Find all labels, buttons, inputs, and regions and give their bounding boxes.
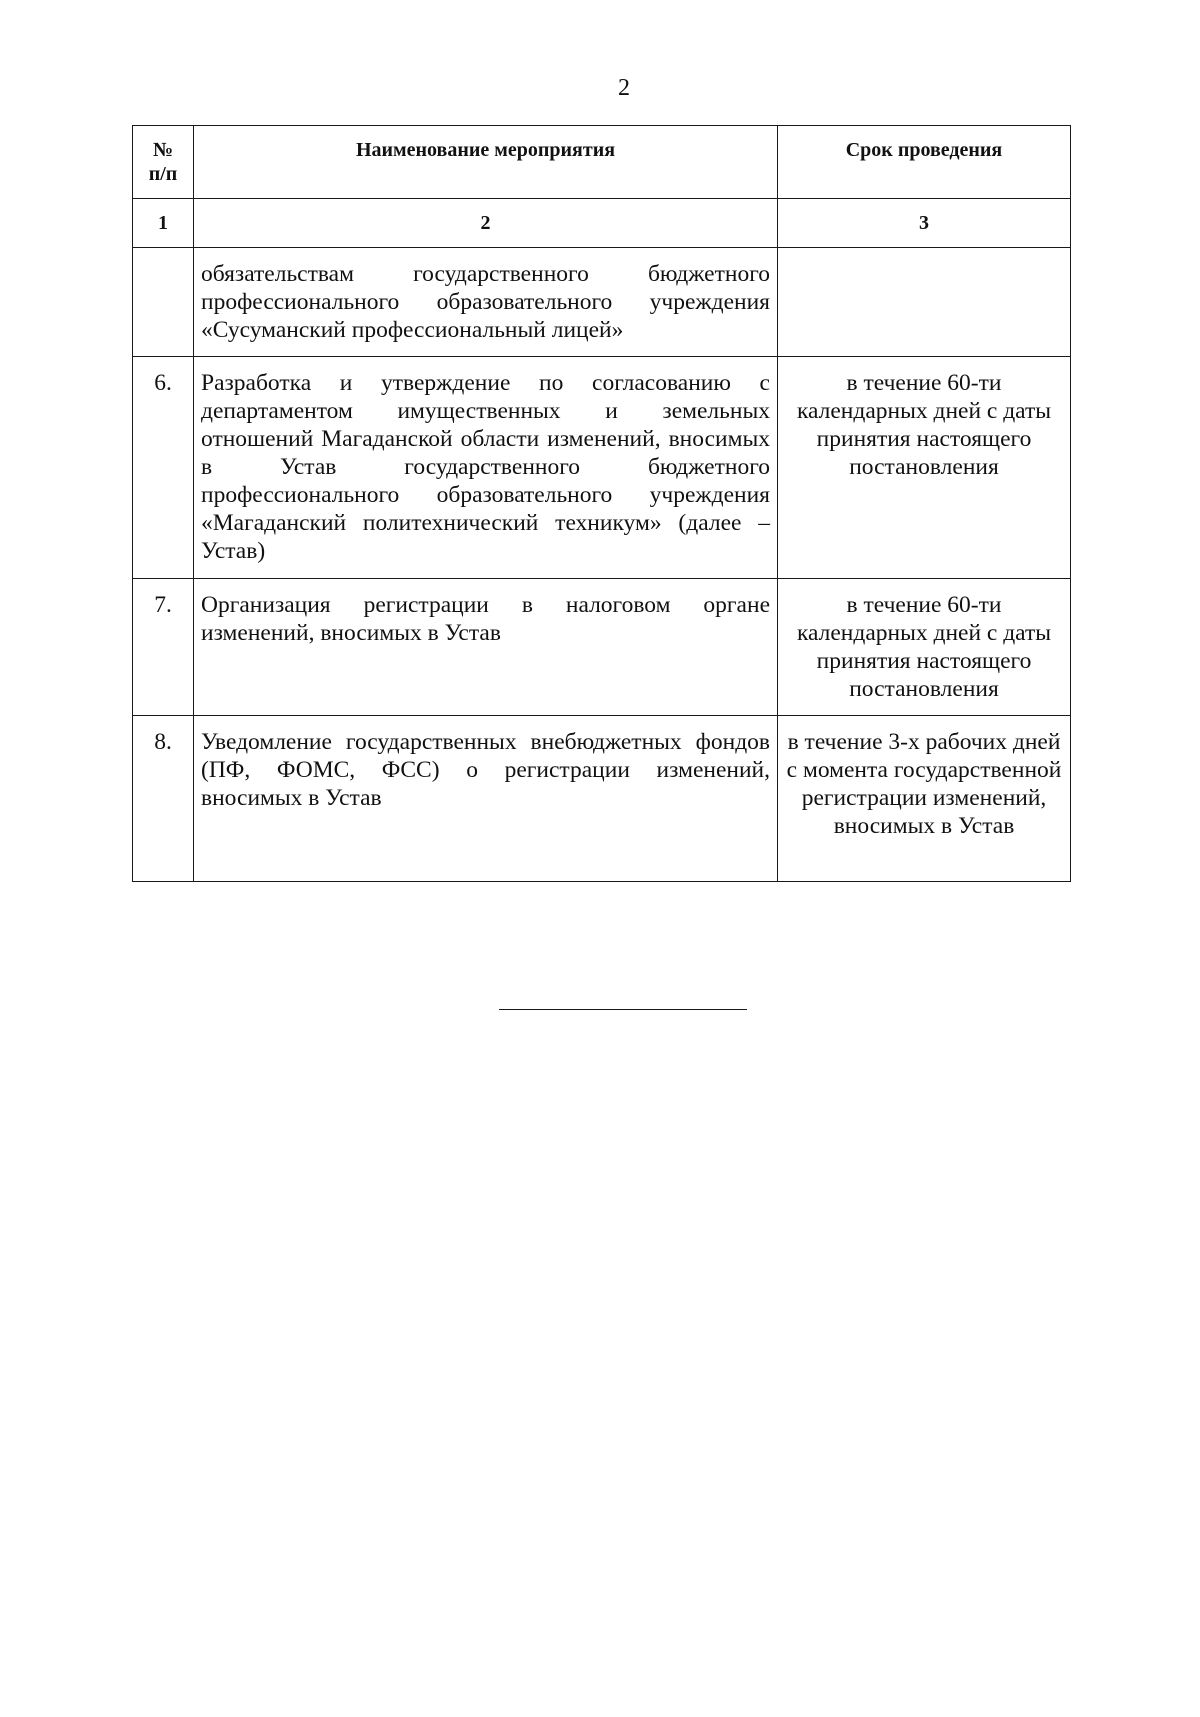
- row-number: 8.: [133, 716, 194, 882]
- row-term: в течение 3-х рабочих дней с момента государственной регистрации изменений, вносимых в Устав: [778, 716, 1071, 882]
- row-term: в течение 60-ти календарных дней с даты принятия настоящего постановления: [778, 579, 1071, 716]
- row-number: 6.: [133, 357, 194, 579]
- column-index-row: [133, 199, 1071, 248]
- row-event-name: Организация регистрации в налоговом органе изменений, вносимых в Устав: [194, 579, 778, 716]
- events-table: [132, 125, 1071, 882]
- header-event-name: Наименование мероприятия: [194, 126, 778, 199]
- table-row: [133, 357, 1071, 579]
- row-number: [133, 248, 194, 357]
- table-row: [133, 579, 1071, 716]
- header-term: Срок проведения: [778, 126, 1071, 199]
- row-event-name: обязательствам государственного бюджетного профессионального образовательного учреждения «Сусуманский профессиональный лицей»: [194, 248, 778, 357]
- row-event-name: Разработка и утверждение по согласованию с департаментом имущественных и земельных отношений Магаданской области изменений, вносимых в Устав государственного бюджетного профессионального образовательного учреждения «Магаданский политехнический техникум» (далее – Устав): [194, 357, 778, 579]
- row-number: 7.: [133, 579, 194, 716]
- column-index: 3: [778, 199, 1071, 248]
- row-event-name: Уведомление государственных внебюджетных фондов (ПФ, ФОМС, ФСС) о регистрации изменений, вносимых в Устав: [194, 716, 778, 882]
- closing-rule: [499, 1009, 747, 1010]
- table-header-row: [133, 126, 1071, 199]
- column-index: 1: [133, 199, 194, 248]
- table-row: [133, 248, 1071, 357]
- table-row: [133, 716, 1071, 882]
- column-index: 2: [194, 199, 778, 248]
- row-term: [778, 248, 1071, 357]
- page-number: 2: [618, 75, 630, 101]
- row-term: в течение 60-ти календарных дней с даты принятия настоящего постановления: [778, 357, 1071, 579]
- header-number: № п/п: [133, 126, 194, 199]
